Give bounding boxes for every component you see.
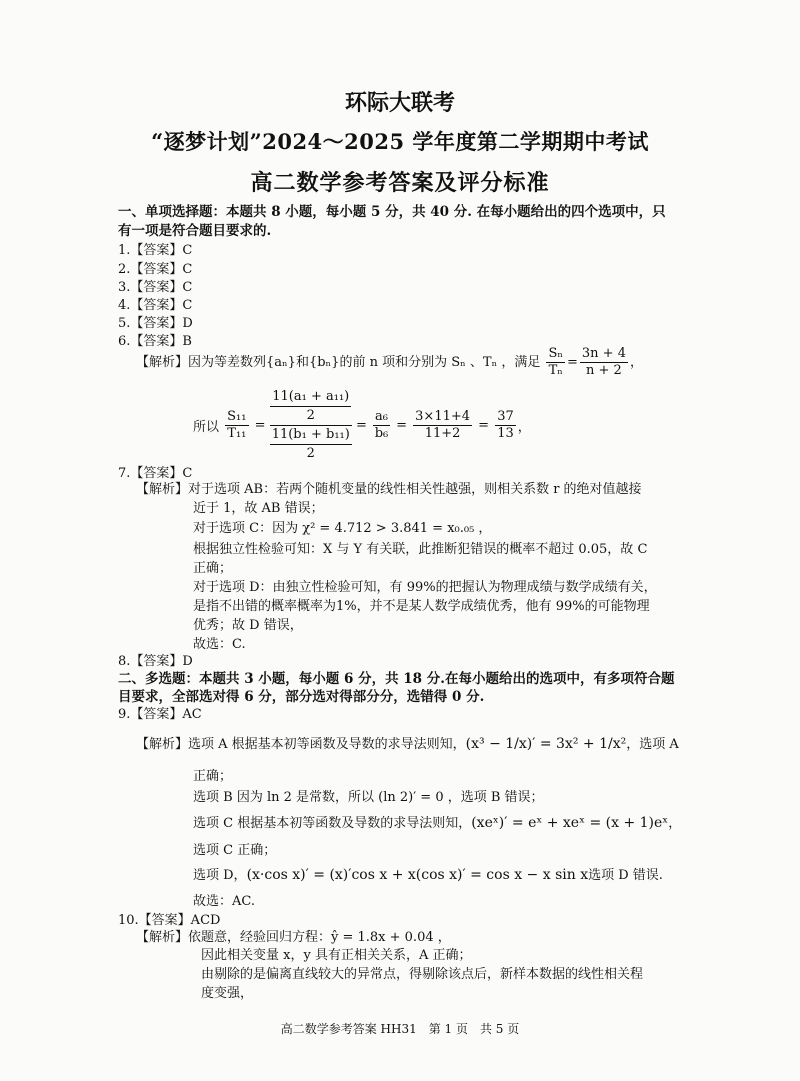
- q6-calc: [413, 409, 472, 442]
- answer-10: 10.【答案】ACD: [118, 913, 221, 928]
- exam-title: “逐梦计划”2024～2025 学年度第二学期期中考试: [151, 129, 649, 154]
- q7-line3: 对于选项 C：因为 χ² = 4.712 > 3.841 = x₀.₀₅ ，: [193, 521, 492, 536]
- section1-heading-line2: 有一项是符合题目要求的.: [118, 223, 272, 239]
- q6-analysis-line1: [136, 346, 643, 379]
- exam-org-title: 环际大联考: [344, 90, 455, 116]
- q6-t11: T₁₁: [227, 426, 247, 441]
- section2-heading-line1: 二、多选题：本题共 3 小题，每小题 6 分，共 18 分.在每小题给出的选项中，有多项符合题: [118, 671, 675, 687]
- q9-derivative-c: (xeˣ)′ = eˣ + xeˣ = (x + 1)eˣ: [471, 815, 669, 831]
- q7-line6: 对于选项 D：由独立性检验可知，有 99%的把握认为物理成绩与数学成绩有关，: [193, 580, 657, 595]
- q9-line7: 故选：AC.: [193, 894, 256, 909]
- q6-ratio-num: Sₙ: [548, 346, 563, 361]
- q9-line4c: ，: [668, 816, 682, 831]
- answer-2: 2.【答案】C: [118, 262, 193, 277]
- q10-line1: 【解析】依题意，经验回归方程：ŷ = 1.8x + 0.04 ，: [136, 930, 451, 945]
- q6-calc-num: 3×11+4: [415, 409, 471, 424]
- q6-rhs-num: 3n + 4: [581, 346, 626, 361]
- q9-line6a: 选项 D，: [193, 868, 247, 883]
- q9-line1a: 【解析】选项 A 根据基本初等函数及导数的求导法则知，: [136, 737, 466, 752]
- document-title: 高二数学参考答案及评分标准: [250, 170, 550, 196]
- q6-seq-b: {bₙ}: [308, 355, 340, 370]
- q9-derivative-a: (x³ − 1/x)′ = 3x² + 1/x²: [465, 736, 627, 752]
- answer-7: 7.【答案】C: [118, 466, 193, 481]
- q7-line7: 是指不出错的概率概率为1%，并不是某人数学成绩优秀，他有 99%的可能物理: [193, 599, 650, 614]
- q7-line2: 近于 1，故 AB 错误；: [193, 501, 324, 516]
- q9-line6c: 选项 D 错误.: [588, 868, 663, 883]
- answer-1: 1.【答案】C: [118, 243, 193, 258]
- q6-formula: 所以 $\frac{\text{S₁₁}}{\text{T₁₁}}$ = $\frac{\frac{\text{11(a₁ + a₁₁)}}{2}}{\frac{\text{11(b₁ + b₁₁)}}{2}}$ = $\frac{\text{a₆}}{\text{b₆}}$ = $\frac{3\times 11+4}{11+2}$ = $\frac{37}{13}$ ，: [193, 389, 531, 461]
- answer-9: 9.【答案】AC: [118, 707, 202, 722]
- section1-heading-line1: 一、单项选择题：本题共 8 小题，每小题 5 分，共 40 分. 在每小题给出的四个选项中，只: [118, 204, 666, 220]
- q6-s11: S₁₁: [227, 409, 247, 424]
- q9-line1c: ，选项 A: [626, 737, 679, 752]
- q6-b6: b₆: [374, 426, 389, 441]
- q9-line4: [193, 812, 681, 831]
- q7-line9: 故选：C.: [193, 637, 246, 652]
- q7-line8: 优秀；故 D 错误，: [193, 618, 303, 633]
- q6-so: 所以: [193, 420, 220, 435]
- q6-calc-den: 11+2: [424, 426, 461, 441]
- q10-line2: 因此相关变量 x，y 具有正相关关系，A 正确；: [201, 948, 472, 963]
- q6-rhs-den: n + 2: [586, 363, 622, 378]
- page-footer: 高二数学参考答案 HH31 第 1 页 共 5 页: [280, 1022, 520, 1036]
- q6-big-num-top: 11(a₁ + a₁₁): [270, 388, 351, 407]
- q10-line3: 由剔除的是偏离直线较大的异常点，得剔除该点后，新样本数据的线性相关程: [201, 967, 644, 982]
- answer-4: 4.【答案】C: [118, 298, 193, 313]
- q6-text-a: 因为等差数列: [188, 355, 267, 370]
- q6-end: ，: [517, 420, 531, 435]
- answer-3: 3.【答案】C: [118, 280, 193, 295]
- q9-line3: 选项 B 因为 ln 2 是常数，所以 (ln 2)′ = 0 ，选项 B 错误；: [193, 790, 544, 805]
- q6-text-b: 和: [295, 355, 309, 370]
- q6-a6-b6: [373, 409, 390, 442]
- q6-big-den-top: 11(b₁ + b₁₁): [270, 426, 352, 445]
- q6-text-c: 的前 n 项和分别为 Sₙ 、Tₙ ，满足: [339, 355, 541, 370]
- q6-result: [495, 409, 516, 442]
- q6-big-num-bot: 2: [306, 408, 315, 423]
- q10-line4: 度变强，: [201, 986, 254, 1001]
- q6-compound-fraction: [270, 388, 352, 463]
- q6-s11-t11: [225, 409, 248, 442]
- answer-8: 8.【答案】D: [118, 654, 193, 669]
- q6-seq-a: {aₙ}: [266, 355, 296, 370]
- q7-line4: 根据独立性检验可知：X 与 Y 有关联，此推断犯错误的概率不超过 0.05，故 C: [193, 542, 648, 557]
- q9-line6: [193, 864, 663, 883]
- q7-line5: 正确；: [193, 561, 233, 576]
- q6-rhs: [580, 346, 628, 379]
- q9-line1: [136, 733, 679, 752]
- q7-line1: 【解析】对于选项 AB：若两个随机变量的线性相关性越强，则相关系数 r 的绝对值越接: [136, 482, 642, 497]
- answer-6: 6.【答案】B: [118, 334, 192, 349]
- q6-ratio-den: Tₙ: [548, 363, 563, 378]
- q6-res-num: 37: [497, 409, 514, 424]
- q6-a6: a₆: [375, 409, 388, 424]
- q6-ratio: [546, 346, 565, 379]
- q9-line5: 选项 C 正确；: [193, 843, 277, 858]
- q9-derivative-d: (x·cos x)′ = (x)′cos x + x(cos x)′ = cos x − x sin x: [246, 867, 589, 883]
- q6-big-den-bot: 2: [306, 446, 315, 461]
- q6-tag: 【解析】: [136, 355, 189, 370]
- q6-tail: ，: [629, 355, 643, 370]
- q6-eq1: =: [567, 355, 578, 370]
- q9-line4a: 选项 C 根据基本初等函数及导数的求导法则知，: [193, 816, 472, 831]
- section2-heading-line2: 目要求，全部选对得 6 分，部分选对得部分分，选错得 0 分.: [118, 689, 485, 705]
- q6-res-den: 13: [497, 426, 514, 441]
- q9-line2: 正确；: [193, 769, 233, 784]
- answer-5: 5.【答案】D: [118, 316, 193, 331]
